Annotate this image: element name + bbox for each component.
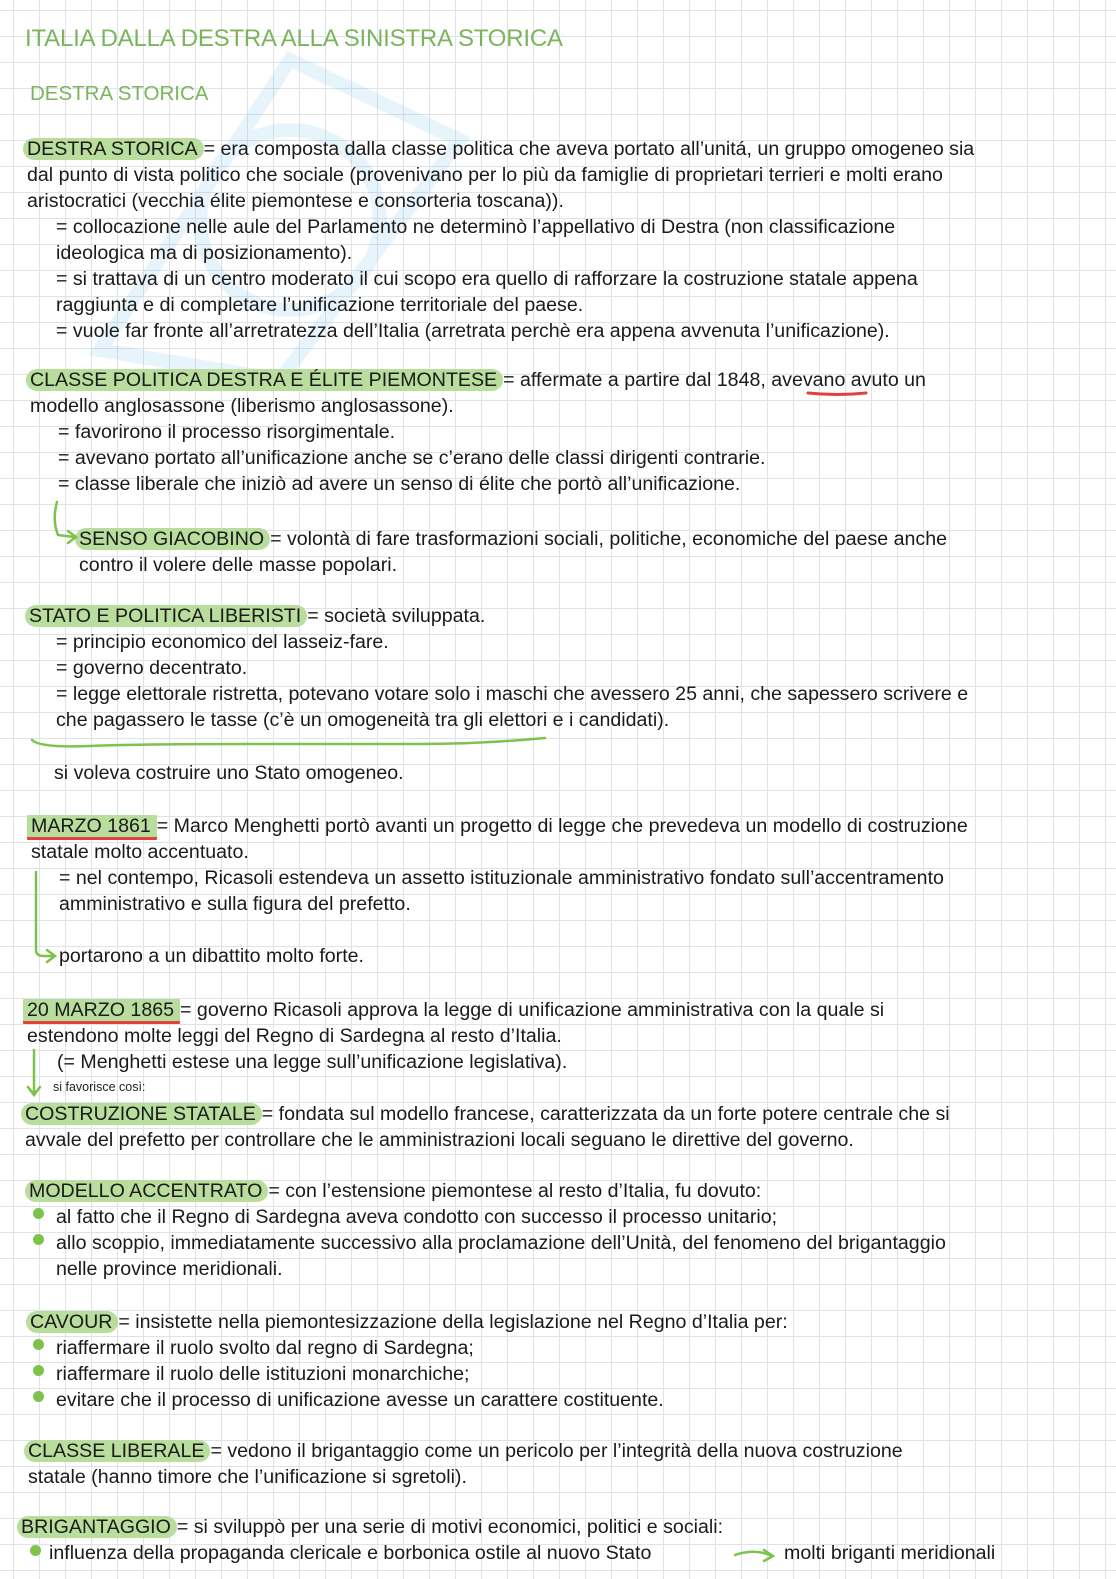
- text-line: modello anglosassone (liberismo anglosassone).: [30, 395, 454, 417]
- text-line: (= Menghetti estese una legge sull’unificazione legislativa).: [57, 1051, 568, 1073]
- text-line: contro il volere delle masse popolari.: [79, 554, 398, 576]
- red-underline-mark: [808, 393, 866, 395]
- text-line: raggiunta e di completare l’unificazione territoriale del paese.: [56, 294, 584, 316]
- term-label: SENSO GIACOBINO: [75, 528, 270, 550]
- text-line: che pagassero le tasse (c’è un omogeneità tra gli elettori e i candidati).: [56, 709, 670, 731]
- list-item: nelle province meridionali.: [56, 1258, 283, 1280]
- text-line: = affermate a partire dal 1848, avevano avuto un: [503, 369, 926, 391]
- text-line: aristocratici (vecchia élite piemontese e consorteria toscana)).: [27, 190, 564, 212]
- side-note: si favorisce così:: [53, 1080, 146, 1094]
- text-line: statale (hanno timore che l’unificazione si sgretoli).: [28, 1466, 467, 1488]
- text-line: ideologica ma di posizionamento).: [56, 242, 353, 264]
- list-item: riaffermare il ruolo svolto dal regno di Sardegna;: [56, 1337, 474, 1359]
- bullet-icon: [33, 1234, 44, 1245]
- wavy-underline-mark: [32, 738, 545, 746]
- text-line: = governo Ricasoli approva la legge di unificazione amministrativa con la quale si: [180, 999, 885, 1021]
- term-label: BRIGANTAGGIO: [17, 1516, 177, 1538]
- term-label: CLASSE POLITICA DESTRA E ÉLITE PIEMONTESE: [26, 369, 503, 391]
- text-line: = si sviluppò per una serie di motivi economici, politici e sociali:: [176, 1516, 724, 1538]
- text-line: = fondata sul modello francese, caratterizzata da un forte potere centrale che si: [261, 1103, 950, 1125]
- list-item: al fatto che il Regno di Sardegna aveva condotto con successo il processo unitario;: [56, 1206, 778, 1228]
- text-line: = con l’estensione piemontese al resto d’Italia, fu dovuto:: [268, 1180, 762, 1202]
- term-label: CLASSE LIBERALE: [24, 1440, 210, 1462]
- text-line: si voleva costruire uno Stato omogeneo.: [54, 762, 404, 784]
- list-item: riaffermare il ruolo delle istituzioni monarchiche;: [56, 1363, 470, 1385]
- term-label: COSTRUZIONE STATALE: [21, 1103, 262, 1125]
- text-line: avvale del prefetto per controllare che le amministrazioni locali seguano le direttive del governo.: [25, 1129, 854, 1151]
- bullet-icon: [33, 1208, 44, 1219]
- text-line: amministrativo e sulla figura del prefetto.: [59, 893, 411, 915]
- term-label: MODELLO ACCENTRATO: [25, 1180, 268, 1202]
- list-item: molti briganti meridionali: [784, 1542, 996, 1564]
- text-line: = collocazione nelle aule del Parlamento ne determinò l’appellativo di Destra (non classificazione: [56, 216, 896, 238]
- term-label: MARZO 1861: [27, 815, 157, 840]
- list-item: allo scoppio, immediatamente successivo alla proclamazione dell’Unità, del fenomeno del brigantaggio: [56, 1232, 946, 1254]
- bullet-icon: [33, 1391, 44, 1402]
- text-line: = si trattava di un centro moderato il cui scopo era quello di rafforzare la costruzione statale appena: [56, 268, 918, 290]
- bullet-icon: [33, 1339, 44, 1350]
- text-line: = legge elettorale ristretta, potevano votare solo i maschi che avessero 25 anni, che sapessero scrivere e: [56, 683, 969, 705]
- term-label: 20 MARZO 1865: [23, 999, 180, 1024]
- list-item: influenza della propaganda clericale e borbonica ostile al nuovo Stato: [49, 1542, 652, 1564]
- term-label: STATO E POLITICA LIBERISTI: [25, 605, 307, 627]
- text-line: dal punto di vista politico che sociale (provenivano per lo più da famiglie di proprietari terrieri e molti erano: [27, 164, 943, 186]
- text-line: portarono a un dibattito molto forte.: [59, 945, 364, 967]
- text-line: = società sviluppata.: [307, 605, 486, 627]
- bracket-arrow-icon: [36, 872, 54, 956]
- list-item: evitare che il processo di unificazione avesse un carattere costituente.: [56, 1389, 664, 1411]
- bullet-icon: [33, 1365, 44, 1376]
- section-subtitle: DESTRA STORICA: [30, 82, 209, 105]
- text-line: = volontà di fare trasformazioni sociali, politiche, economiche del paese anche: [270, 528, 948, 550]
- text-line: = era composta dalla classe politica che aveva portato all’unitá, un gruppo omogeneo sia: [203, 138, 975, 160]
- text-line: = governo decentrato.: [56, 657, 248, 679]
- text-line: = vedono il brigantaggio come un pericolo per l’integrità della nuova costruzione: [210, 1440, 903, 1462]
- text-line: statale molto accentuato.: [31, 841, 249, 863]
- text-line: = Marco Menghetti portò avanti un progetto di legge che prevedeva un modello di costruzione: [156, 815, 968, 837]
- text-line: = classe liberale che iniziò ad avere un senso di élite che portò all’unificazione.: [58, 473, 741, 495]
- bullet-icon: [30, 1545, 41, 1556]
- page-title: ITALIA DALLA DESTRA ALLA SINISTRA STORICA: [25, 25, 563, 52]
- arrow-icon: [55, 502, 74, 537]
- arrow-head-icon: [764, 1550, 773, 1561]
- arrow-head-icon: [28, 1087, 40, 1095]
- term-label: CAVOUR: [26, 1311, 118, 1333]
- term-label: DESTRA STORICA: [23, 138, 204, 160]
- text-line: = principio economico del lasseiz-fare.: [56, 631, 389, 653]
- text-line: = favorirono il processo risorgimentale.: [58, 421, 396, 443]
- text-line: = insistette nella piemontesizzazione della legislazione nel Regno d’Italia per:: [118, 1311, 788, 1333]
- arrow-head-icon: [47, 950, 55, 962]
- right-arrow-icon: [735, 1552, 772, 1556]
- text-line: = nel contempo, Ricasoli estendeva un assetto istituzionale amministrativo fondato sull’accentramento: [59, 867, 944, 889]
- text-line: = vuole far fronte all’arretratezza dell’Italia (arretrata perchè era appena avvenuta l’unificazione).: [56, 320, 890, 342]
- text-line: = avevano portato all’unificazione anche se c’erano delle classi dirigenti contrarie.: [58, 447, 766, 469]
- text-line: estendono molte leggi del Regno di Sardegna al resto d’Italia.: [27, 1025, 562, 1047]
